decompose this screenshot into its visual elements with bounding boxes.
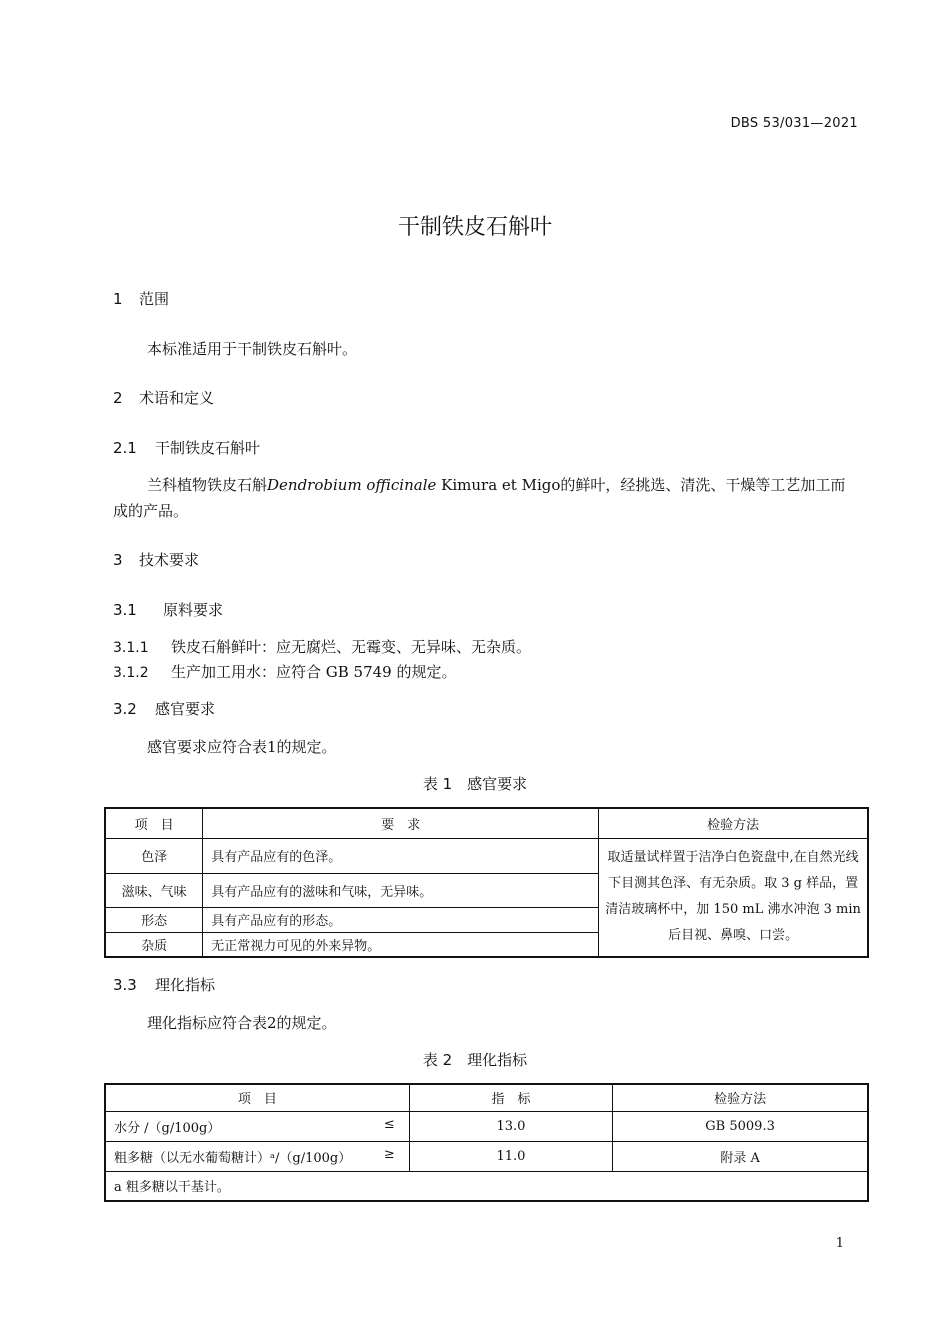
cell-item: 滋味、气味 (105, 873, 203, 907)
section-number: 3 (113, 551, 123, 569)
comparison-symbol: ≥ (383, 1146, 395, 1162)
col-header-requirement: 要 求 (203, 808, 599, 838)
table-1-caption: 表 1 感官要求 (422, 775, 528, 793)
table-row (105, 1111, 868, 1141)
col-header-method: 检验方法 (599, 808, 868, 838)
section-title: 感官要求 (155, 700, 216, 718)
table-footnote-row (105, 1171, 868, 1201)
section-number: 3.3 (113, 976, 137, 994)
section-2-1-heading (113, 437, 260, 458)
latin-name: Dendrobium officinale (267, 476, 437, 494)
section-number: 3.1 (113, 601, 137, 619)
section-3-3-heading (113, 974, 215, 995)
page-number: 1 (835, 1236, 844, 1251)
list-item (113, 636, 531, 657)
section-2-heading (113, 387, 214, 408)
cell-requirement: 具有产品应有的色泽。 (203, 838, 599, 873)
section-2-1-definition (147, 474, 867, 495)
cell-item: 形态 (105, 907, 203, 932)
cell-item (105, 1141, 409, 1171)
table-header-row (105, 808, 868, 838)
section-title: 干制铁皮石斛叶 (155, 439, 261, 457)
item-number: 3.1.1 (113, 640, 149, 656)
section-1-text: 本标准适用于干制铁皮石斛叶。 (147, 340, 358, 358)
item-number: 3.1.2 (113, 665, 149, 681)
section-title: 原料要求 (163, 601, 224, 619)
list-item (113, 661, 457, 682)
section-3-1-heading (113, 599, 223, 620)
section-title: 技术要求 (139, 551, 200, 569)
definition-text-a: 兰科植物铁皮石斛 (147, 476, 268, 494)
section-3-3-text: 理化指标应符合表2的规定。 (147, 1014, 337, 1032)
col-header-index: 指 标 (409, 1084, 612, 1111)
cell-test-method: 取适量试样置于洁净白色瓷盘中,在自然光线下目测其色泽、有无杂质。取 3 g 样品，置清洁玻璃杯中，加 150 mL 沸水冲泡 3 min 后目视、鼻嗅、口尝。 (599, 838, 868, 957)
table-footnote: a 粗多糖以干基计。 (105, 1171, 868, 1201)
section-3-heading (113, 549, 199, 570)
cell-value: 13.0 (409, 1111, 612, 1141)
item-label: 水分 /（g/100g） (114, 1120, 221, 1136)
cell-requirement: 具有产品应有的滋味和气味，无异味。 (203, 873, 599, 907)
col-header-item: 项 目 (105, 1084, 409, 1111)
physicochemical-table (104, 1083, 869, 1202)
section-3-2-text: 感官要求应符合表1的规定。 (147, 738, 337, 756)
cell-item (105, 1111, 409, 1141)
table-header-row (105, 1084, 868, 1111)
table-row (105, 1141, 868, 1171)
section-title: 术语和定义 (139, 389, 215, 407)
cell-item: 杂质 (105, 932, 203, 957)
section-number: 3.2 (113, 700, 137, 718)
section-title: 理化指标 (155, 976, 216, 994)
cell-requirement: 无正常视力可见的外来异物。 (203, 932, 599, 957)
section-number: 2 (113, 389, 123, 407)
cell-method: GB 5009.3 (613, 1111, 868, 1141)
table-row (105, 838, 868, 873)
item-text: 生产加工用水：应符合 GB 5749 的规定。 (171, 663, 457, 681)
document-code: DBS 53/031—2021 (730, 116, 858, 131)
comparison-symbol: ≤ (383, 1116, 395, 1132)
section-number: 2.1 (113, 439, 137, 457)
page-title: 干制铁皮石斛叶 (397, 215, 552, 240)
table-2-caption: 表 2 理化指标 (422, 1051, 528, 1069)
definition-text-b: Kimura et Migo的鲜叶，经挑选、清洗、干燥等工艺加工而 (436, 476, 846, 494)
col-header-method: 检验方法 (613, 1084, 868, 1111)
definition-text-c: 成的产品。 (113, 502, 189, 520)
section-number: 1 (113, 290, 123, 308)
cell-value: 11.0 (409, 1141, 612, 1171)
section-3-2-heading (113, 698, 215, 719)
cell-requirement: 具有产品应有的形态。 (203, 907, 599, 932)
cell-item: 色泽 (105, 838, 203, 873)
col-header-item: 项 目 (105, 808, 203, 838)
item-text: 铁皮石斛鲜叶：应无腐烂、无霉变、无异味、无杂质。 (171, 638, 532, 656)
sensory-table (104, 807, 869, 958)
cell-method: 附录 A (613, 1141, 868, 1171)
section-title: 范围 (139, 290, 170, 308)
item-label: 粗多糖（以无水葡萄糖计）ᵃ/（g/100g） (114, 1150, 352, 1166)
section-1-heading (113, 288, 169, 309)
